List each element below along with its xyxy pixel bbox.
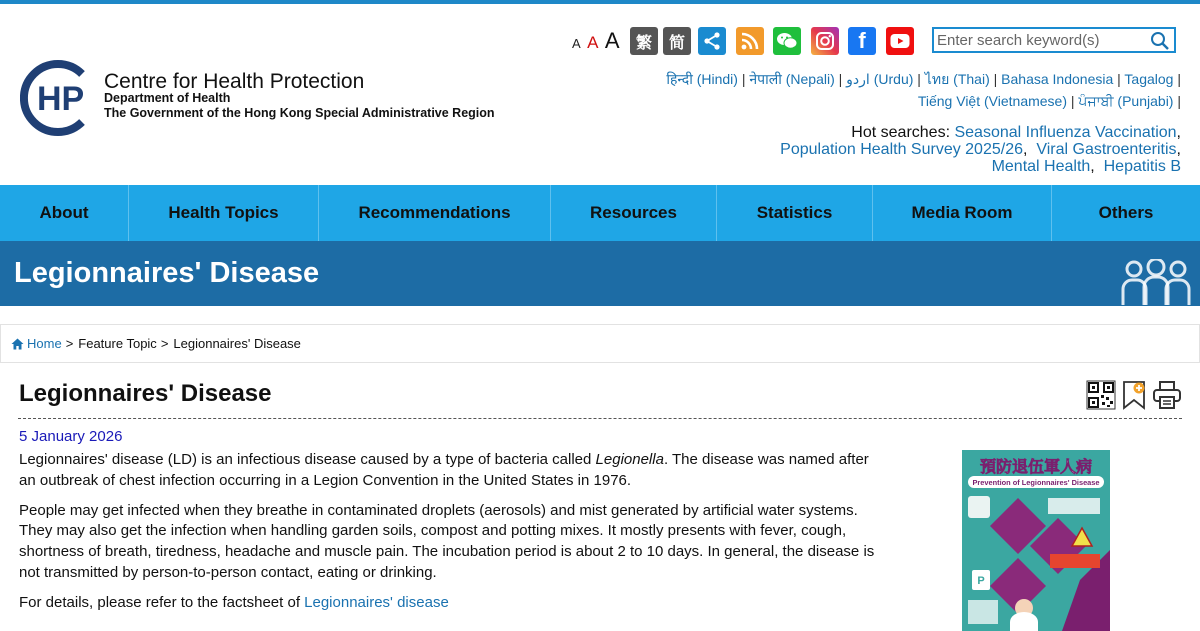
chp-logo[interactable]	[20, 58, 520, 138]
paragraph-2: People may get infected when they breathe in contaminated droplets (aerosols) and mist generated by artificial water systems. They may also get the infection when handling garden soils, compost and potting mixes. It mostly presents with fever, cough, shortness of breath, tiredness, headache and muscle pain. The incubation period is about 2 to 10 days. In general, the disease is not transmitted by person-to-person contact, eating or drinking.	[19, 501, 875, 581]
poster-title-zh: 預防退伍軍人病	[979, 457, 1093, 476]
breadcrumb-separator: >	[65, 336, 74, 351]
font-size-controls	[572, 30, 620, 53]
people-icon	[1120, 259, 1192, 307]
nav-others[interactable]: Others	[1098, 203, 1154, 222]
department-name: Department of Health	[104, 91, 231, 105]
site-title: Centre for Health Protection	[104, 70, 365, 93]
lang-tagalog[interactable]: Tagalog	[1124, 71, 1174, 87]
breadcrumb	[0, 324, 1200, 363]
top-accent-bar	[0, 0, 1200, 4]
hot-search-link[interactable]: Hepatitis B	[1103, 158, 1181, 175]
nav-resources[interactable]: Resources	[551, 185, 717, 241]
home-icon[interactable]	[11, 338, 24, 350]
page-banner	[0, 241, 1200, 306]
lang-nepali[interactable]: नेपाली (Nepali)	[749, 71, 835, 87]
breadcrumb-current: Legionnaires' Disease	[173, 336, 301, 351]
language-links: हिन्दी (Hindi) | नेपाली (Nepali) | اردو (Urdu) | ไทย (Thai) | Bahasa Indonesia | Tagalog | Tiếng Việt (Vietnamese) | ਪੰਜਾਬੀ (Punjabi) |	[666, 71, 1181, 109]
breadcrumb-home[interactable]: Home	[27, 336, 62, 351]
lang-punjabi[interactable]: ਪੰਜਾਬੀ (Punjabi)	[1078, 93, 1174, 109]
share-icon[interactable]	[698, 27, 726, 55]
paragraph-3: For details, please refer to the factsheet of Legionnaires' disease	[19, 593, 449, 611]
hot-search-link[interactable]: Mental Health	[991, 158, 1091, 175]
page-tools	[1086, 380, 1182, 412]
nav-recommendations[interactable]: Recommendations	[319, 185, 551, 241]
hot-search-link[interactable]: Seasonal Influenza Vaccination	[954, 124, 1177, 141]
svg-text:HP: HP	[37, 80, 85, 118]
prevention-poster[interactable]	[962, 450, 1110, 631]
youtube-icon[interactable]	[886, 27, 914, 55]
nav-health-topics[interactable]: Health Topics	[129, 185, 319, 241]
publish-date: 5 January 2026	[19, 428, 123, 445]
article-body	[19, 450, 889, 623]
print-icon[interactable]	[1152, 380, 1182, 410]
breadcrumb-item[interactable]: Feature Topic	[78, 336, 157, 351]
nav-about[interactable]: About	[0, 185, 129, 241]
lang-vietnamese[interactable]: Tiếng Việt (Vietnamese)	[917, 93, 1067, 109]
lang-thai[interactable]: ไทย (Thai)	[924, 71, 990, 87]
page-title: Legionnaires' Disease	[19, 380, 272, 407]
banner-title: Legionnaires' Disease	[14, 257, 320, 289]
traditional-chinese-button[interactable]: 繁	[630, 27, 658, 55]
hot-search-link[interactable]: Population Health Survey 2025/26	[780, 141, 1023, 158]
qr-code-icon[interactable]	[1086, 380, 1116, 410]
chp-logo-mark	[20, 58, 100, 138]
font-size-small[interactable]: A	[572, 36, 581, 51]
main-nav	[0, 185, 1200, 241]
title-divider	[18, 418, 1182, 419]
lang-urdu[interactable]: اردو (Urdu)	[846, 71, 914, 87]
lang-hindi[interactable]: हिन्दी (Hindi)	[666, 71, 738, 87]
simplified-chinese-button[interactable]: 简	[663, 27, 691, 55]
government-name: The Government of the Hong Kong Special Administrative Region	[104, 106, 495, 120]
hot-searches-label: Hot searches:	[851, 124, 951, 141]
bacteria-name: Legionella	[595, 451, 664, 468]
font-size-large[interactable]: A	[604, 28, 620, 53]
font-size-medium[interactable]: A	[587, 33, 599, 52]
hot-searches: Hot searches: Seasonal Influenza Vaccination, Population Health Survey 2025/26, Viral Gastroenteritis, Mental Health, Hepatitis B	[780, 124, 1181, 175]
hot-search-link[interactable]: Viral Gastroenteritis	[1036, 141, 1177, 158]
nav-media-room[interactable]: Media Room	[873, 185, 1052, 241]
bookmark-icon[interactable]	[1122, 380, 1146, 410]
wechat-icon[interactable]	[773, 27, 801, 55]
lang-indonesian[interactable]: Bahasa Indonesia	[1001, 71, 1114, 87]
instagram-icon[interactable]	[811, 27, 839, 55]
facebook-icon[interactable]: f	[848, 27, 876, 55]
paragraph-1: Legionnaires' disease (LD) is an infectious disease caused by a type of bacteria called Legionella. The disease was named after an outbreak of chest infection occurring in a Legion Convention in the United States in 1976.	[19, 451, 869, 489]
breadcrumb-separator: >	[160, 336, 169, 351]
rss-icon[interactable]	[736, 27, 764, 55]
search-box	[932, 27, 1176, 53]
nav-statistics[interactable]: Statistics	[717, 185, 873, 241]
svg-text:P: P	[977, 575, 985, 587]
search-input[interactable]	[937, 30, 1147, 50]
poster-title-en: Prevention of Legionnaires' Disease	[972, 478, 1100, 487]
poster-image	[962, 450, 1110, 631]
search-icon[interactable]	[1150, 31, 1170, 51]
factsheet-link[interactable]: Legionnaires' disease	[304, 593, 449, 611]
